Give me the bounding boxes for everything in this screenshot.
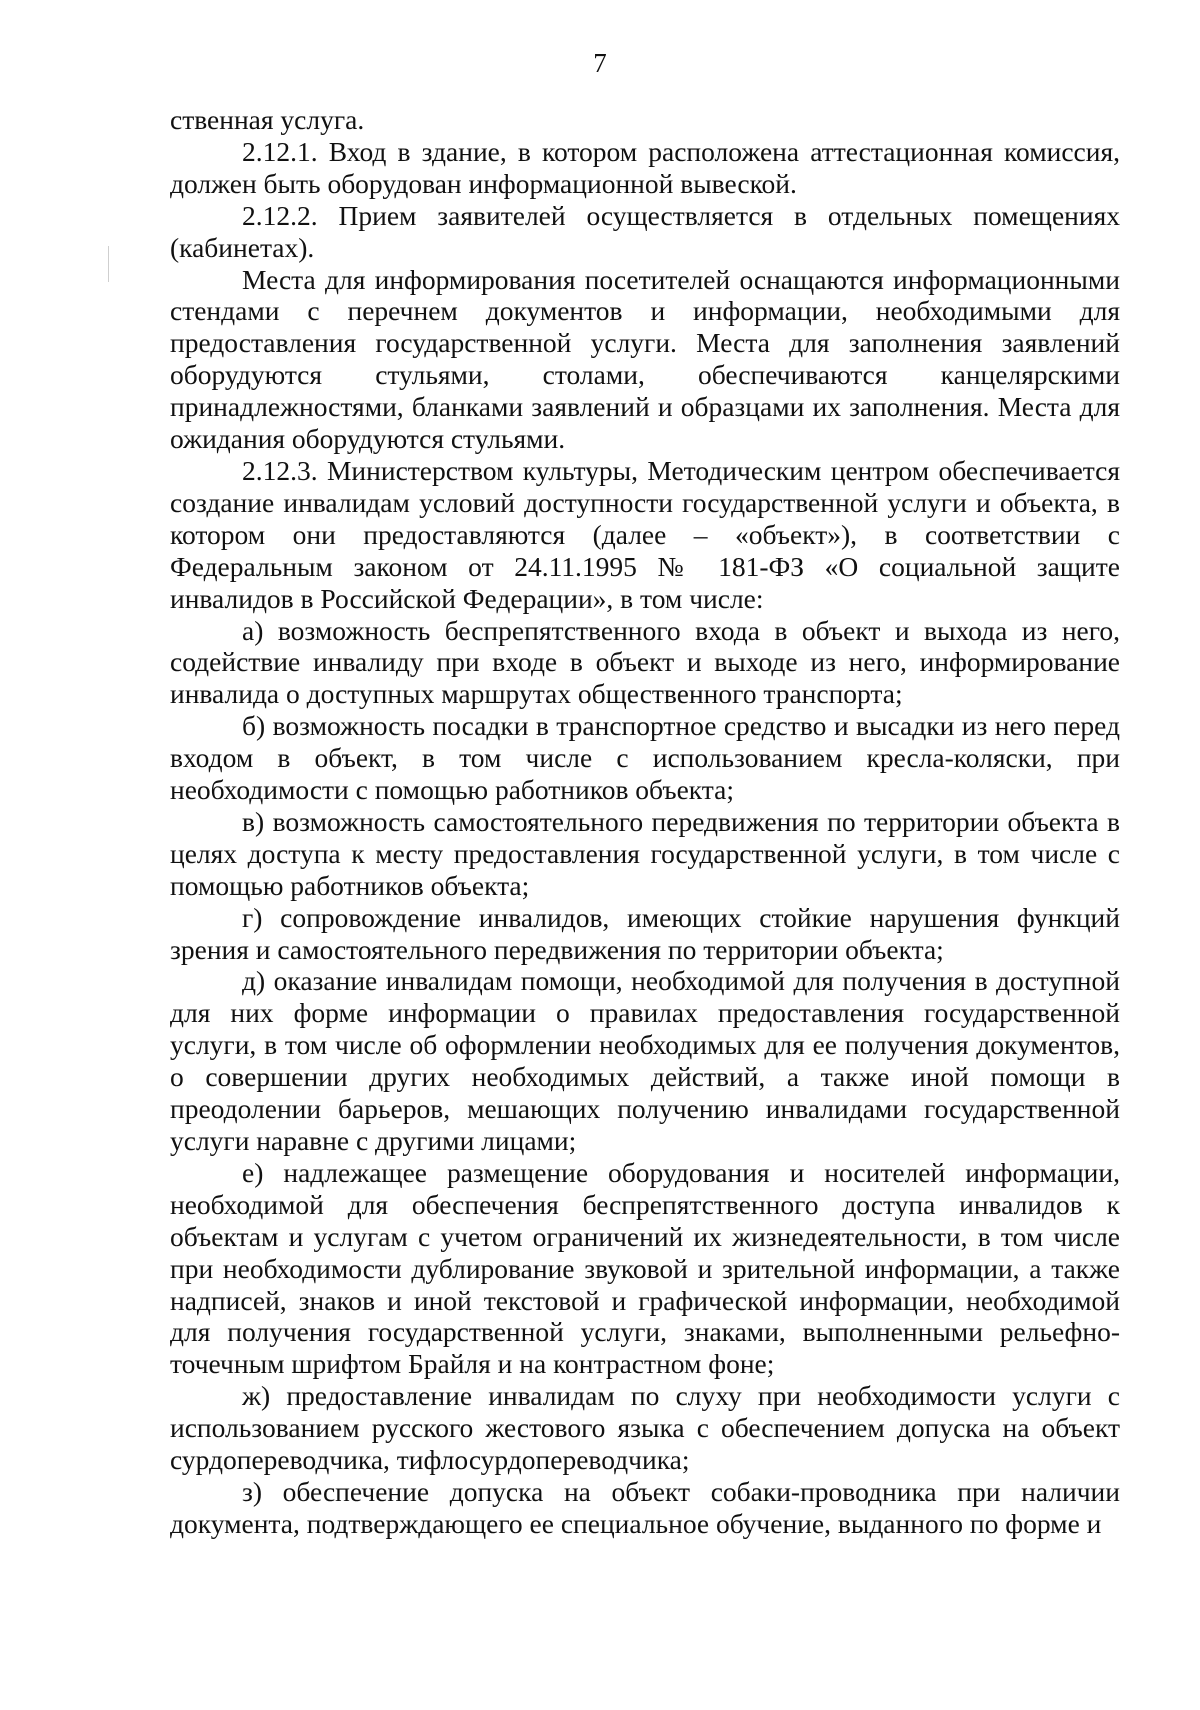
page-number: 7 xyxy=(593,48,607,78)
paragraph-information-places: Места для информирования посетителей оснащаются информационными стендами с перечнем документов и информации, необходимыми для предоставления государственной услуги. Места для заполнения заявлений оборудуются стульями, столами, обеспечиваются канцелярскими принадлежностями, бланками заявлений и образцами их заполнения. Места для ожидания оборудуются стульями. xyxy=(170,263,1120,455)
paragraph-2-12-1: 2.12.1. Вход в здание, в котором расположена аттестационная комиссия, должен быть оборудован информационной вывеской. xyxy=(170,135,1120,199)
list-item-z: з) обеспечение допуска на объект собаки-проводника при наличии документа, подтверждающего ее специальное обучение, выданного по форме и xyxy=(170,1475,1120,1539)
list-item-v: в) возможность самостоятельного передвижения по территории объекта в целях доступа к месту предоставления государственной услуги, в том числе с помощью работников объекта; xyxy=(170,805,1120,901)
paragraph-2-12-2: 2.12.2. Прием заявителей осуществляется в отдельных помещениях (кабинетах). xyxy=(170,199,1120,263)
paragraph-2-12-3: 2.12.3. Министерством культуры, Методическим центром обеспечивается создание инвалидам условий доступности государственной услуги и объекта, в котором они предоставляются (далее – «объект»), в соответствии с Федеральным законом от 24.11.1995 № 181-ФЗ «О социальной защите инвалидов в Российской Федерации», в том числе: xyxy=(170,454,1120,614)
list-item-b: б) возможность посадки в транспортное средство и высадки из него перед входом в объект, в том числе с использованием кресла-коляски, при необходимости с помощью работников объекта; xyxy=(170,710,1120,806)
list-item-zh: ж) предоставление инвалидам по слуху при необходимости услуги с использованием русского жестового языка с обеспечением допуска на объект сурдопереводчика, тифлосурдопереводчика; xyxy=(170,1380,1120,1476)
document-body xyxy=(170,104,1120,1540)
list-item-e: е) надлежащее размещение оборудования и носителей информации, необходимой для обеспечения беспрепятственного доступа инвалидов к объектам и услугам с учетом ограничений их жизнедеятельности, в том числе при необходимости дублирование звуковой и зрительной информации, а также надписей, знаков и иной текстовой и графической информации, необходимой для получения государственной услуги, знаками, выполненными рельефно-точечным шрифтом Брайля и на контрастном фоне; xyxy=(170,1156,1120,1380)
list-item-d: д) оказание инвалидам помощи, необходимой для получения в доступной для них форме информации о правилах предоставления государственной услуги, в том числе об оформлении необходимых для ее получения документов, о совершении других необходимых действий, а также иной помощи в преодолении барьеров, мешающих получению инвалидами государственной услуги наравне с другими лицами; xyxy=(170,965,1120,1156)
list-item-g: г) сопровождение инвалидов, имеющих стойкие нарушения функций зрения и самостоятельного передвижения по территории объекта; xyxy=(170,901,1120,965)
paragraph-continuation: ственная услуга. xyxy=(170,104,365,135)
list-item-a: а) возможность беспрепятственного входа в объект и выхода из него, содействие инвалиду при входе в объект и выходе из него, информирование инвалида о доступных маршрутах общественного транспорта; xyxy=(170,614,1120,710)
scan-margin-mark xyxy=(108,246,109,282)
